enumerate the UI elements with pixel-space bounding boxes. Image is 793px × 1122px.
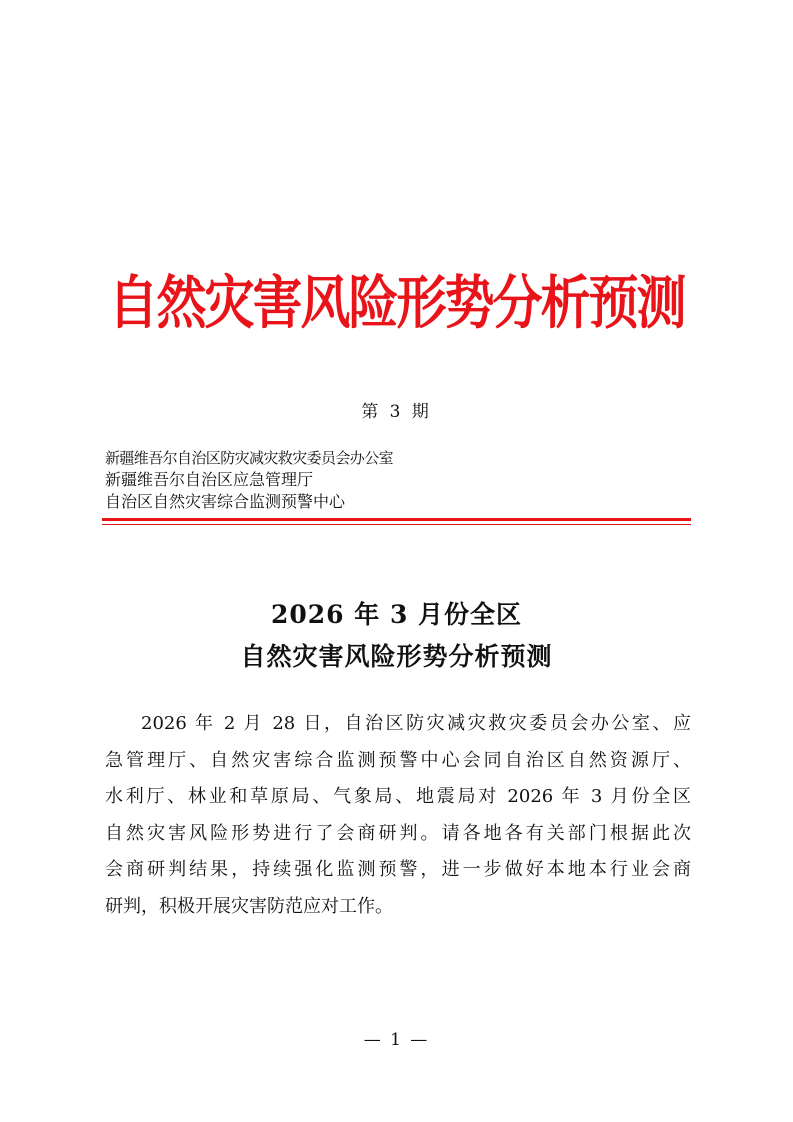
page-number: — 1 —: [363, 1030, 430, 1050]
paragraph-line: 会商研判结果，持续强化监测预警，进一步做好本地本行业会商: [105, 859, 691, 881]
title-line-1: 2026 年 3 月份全区: [270, 600, 523, 629]
issue-number: 第 3 期: [361, 402, 432, 422]
issuer-line: 新疆维吾尔自治区防灾减灾救灾委员会办公室: [105, 449, 394, 467]
paragraph-line: 研判，积极开展灾害防范应对工作。: [105, 895, 393, 917]
body-paragraph: [105, 706, 691, 926]
paragraph-line: 自然灾害风险形势进行了会商研判。请各地各有关部门根据此次: [105, 822, 691, 844]
issuer-line: 自治区自然灾害综合监测预警中心: [105, 492, 346, 511]
document-title: [0, 594, 793, 678]
issuer-line: 新疆维吾尔自治区应急管理厅: [105, 470, 314, 489]
issuer-list: [105, 447, 505, 513]
header-divider-thick: [102, 518, 691, 521]
masthead-title: 自然灾害风险形势分析预测: [108, 269, 685, 337]
paragraph-line: 水利厅、林业和草原局、气象局、地震局对 2026 年 3 月份全区: [105, 786, 691, 808]
paragraph-line: 2026 年 2 月 28 日，自治区防灾减灾救灾委员会办公室、应: [141, 713, 691, 734]
header-divider-thin: [102, 524, 691, 525]
paragraph-line: 急管理厅、自然灾害综合监测预警中心会同自治区自然资源厅、: [105, 749, 691, 771]
title-line-2: 自然灾害风险形势分析预测: [240, 642, 553, 671]
